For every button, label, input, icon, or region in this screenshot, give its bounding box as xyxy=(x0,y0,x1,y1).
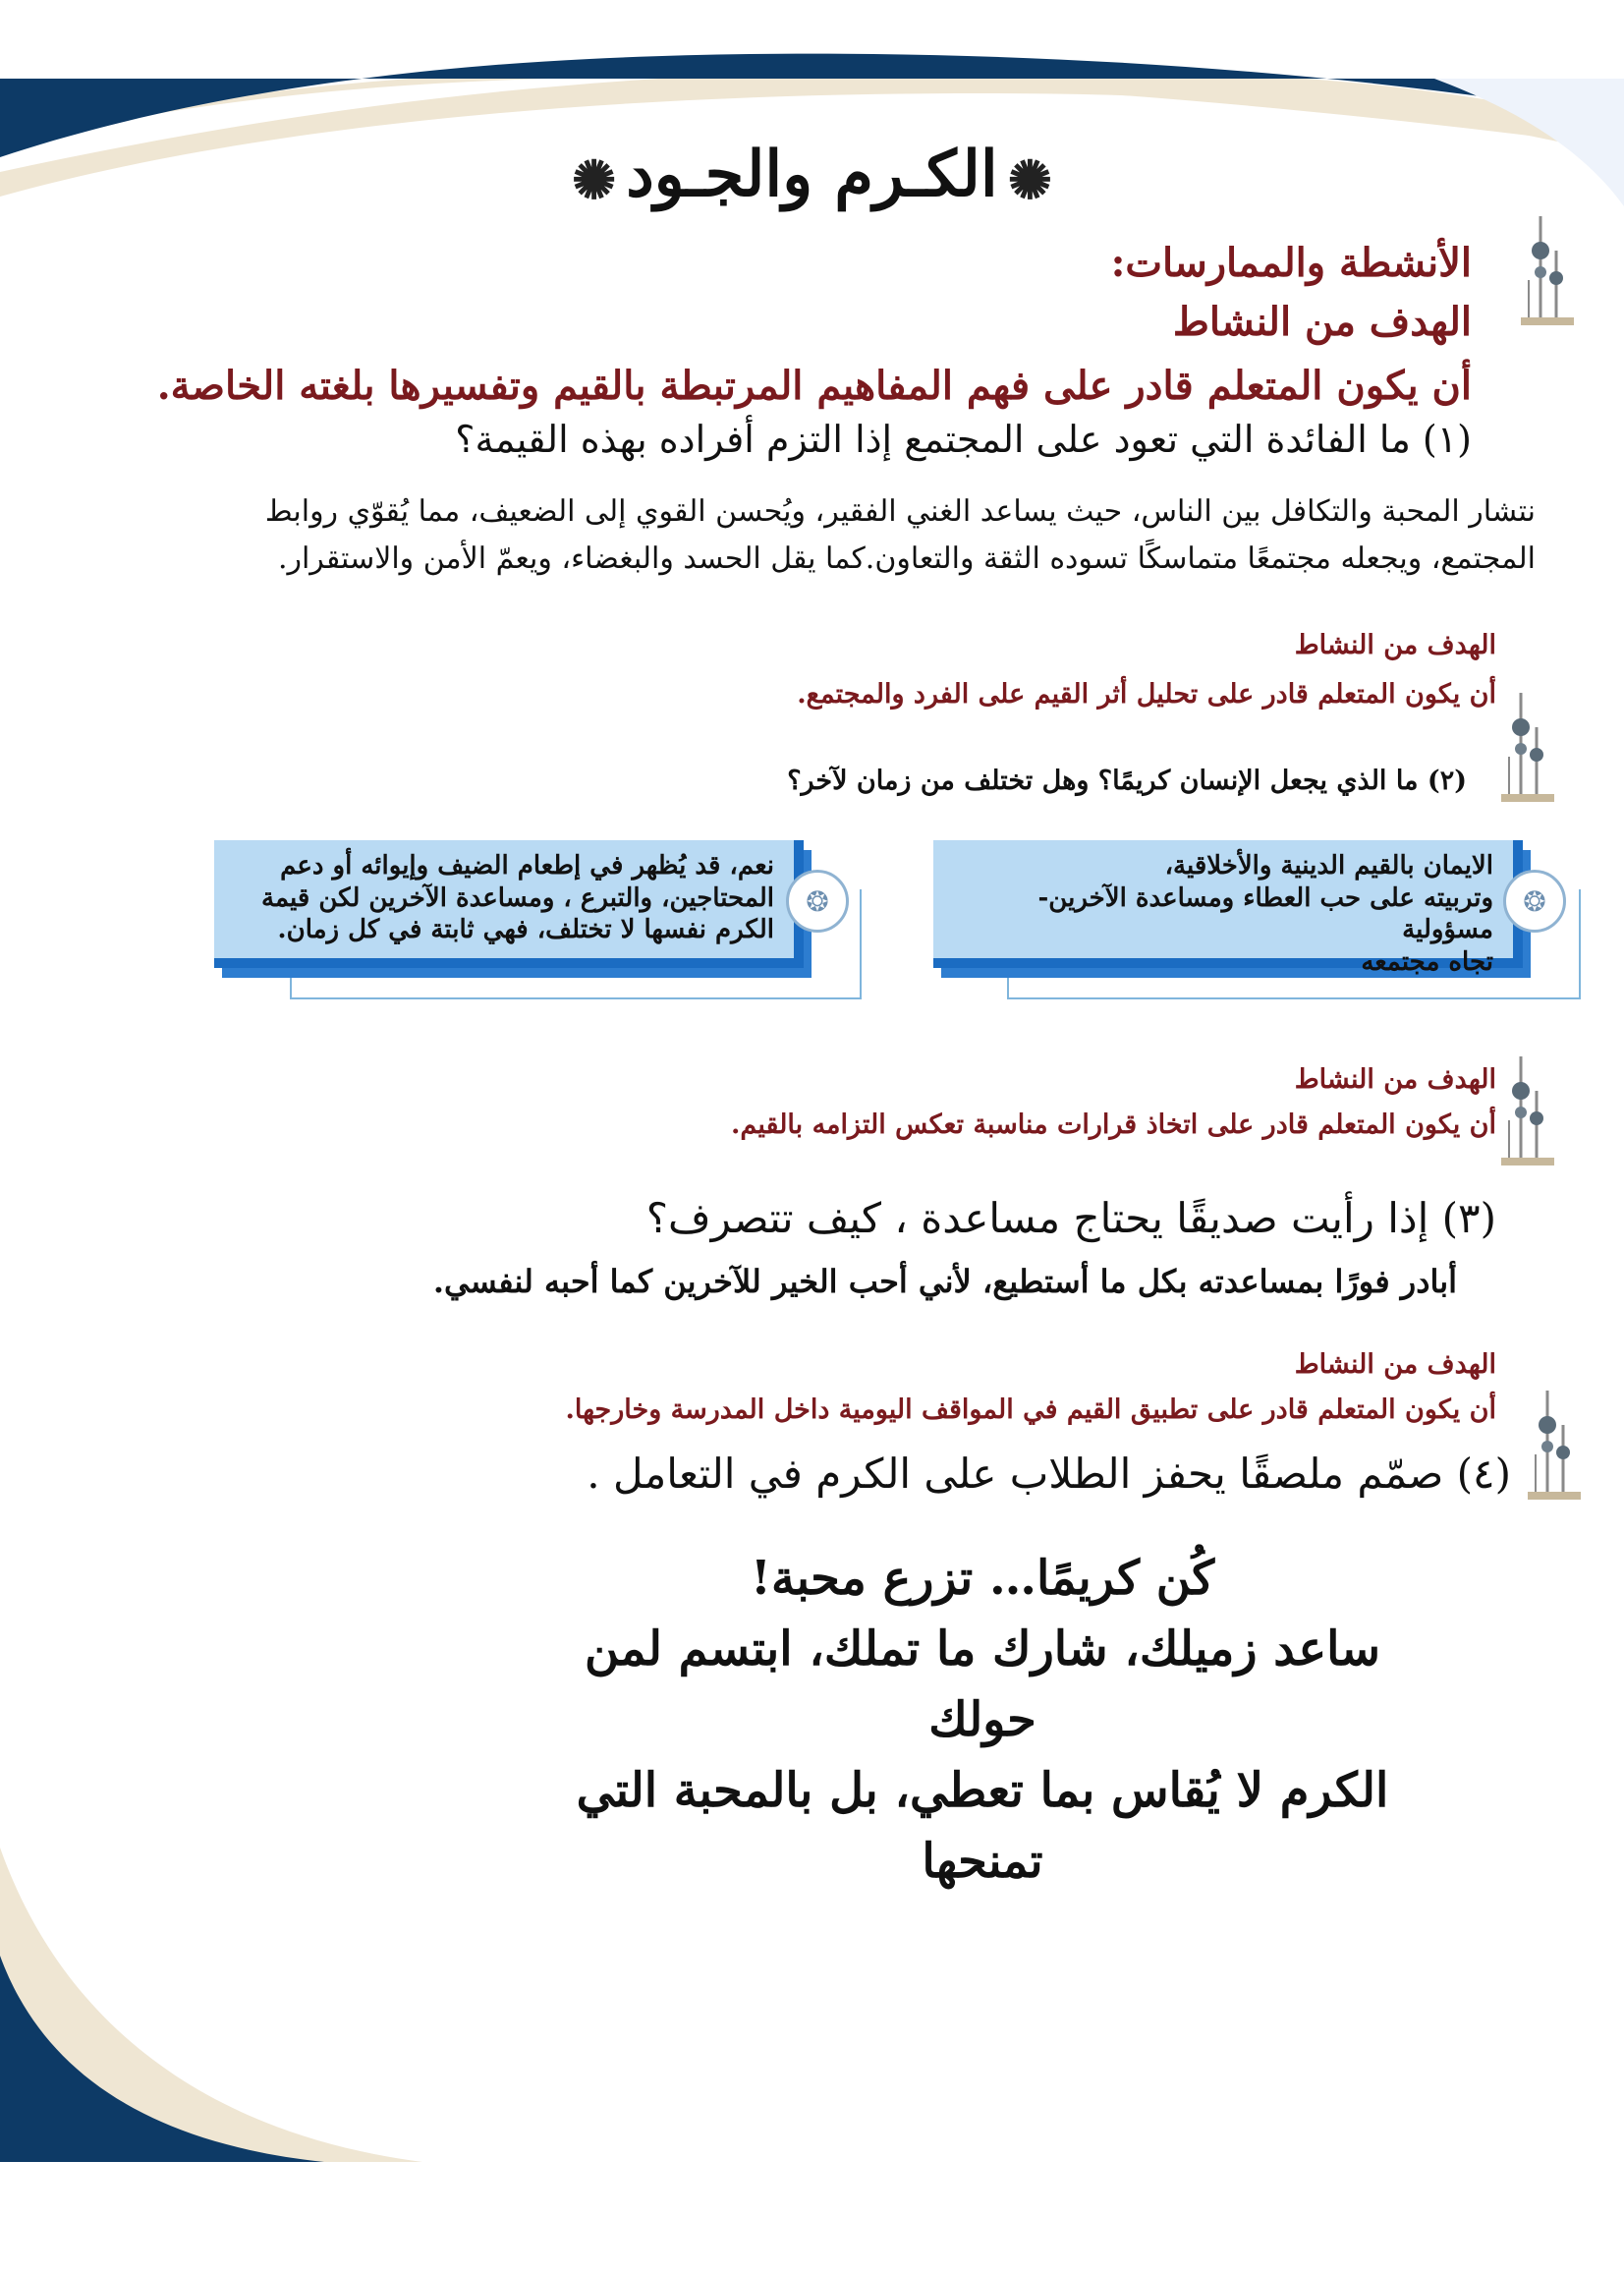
question-3: (٣) إذا رأيت صديقًا يحتاج مساعدة ، كيف تتصرف؟ xyxy=(645,1194,1496,1242)
question-1: (١) ما الفائدة التي تعود على المجتمع إذا التزم أفراده بهذه القيمة؟ xyxy=(455,418,1472,461)
ornament-icon: ✺ xyxy=(1007,147,1052,211)
question-2: (٢) ما الذي يجعل الإنسان كريمًا؟ وهل تختلف من زمان لآخر؟ xyxy=(787,766,1467,796)
poster-line: ساعد زميلك، شارك ما تملك، ابتسم لمن حولك xyxy=(585,1621,1380,1747)
kuwait-towers-icon xyxy=(1521,211,1574,329)
goal-label: الهدف من النشاط xyxy=(1294,630,1496,660)
page-title-row xyxy=(0,138,1624,211)
kuwait-towers-icon xyxy=(1501,1052,1554,1169)
goal-text: أن يكون المتعلم قادر على تحليل أثر القيم على الفرد والمجتمع. xyxy=(797,679,1496,710)
goal-label: الهدف من النشاط xyxy=(1294,1349,1496,1380)
box-line: الايمان بالقيم الدينية والأخلاقية، xyxy=(1164,851,1493,881)
poster xyxy=(550,1543,1415,1897)
kuwait-towers-icon xyxy=(1528,1386,1581,1504)
answer-box-left xyxy=(214,840,804,968)
question-4: (٤) صمّم ملصقًا يحفز الطلاب على الكرم في التعامل . xyxy=(587,1450,1511,1498)
activities-heading: الأنشطة والممارسات: xyxy=(1110,240,1472,286)
answer-3: أبادر فورًا بمساعدته بكل ما أستطيع، لأني أحب الخير للآخرين كما أحبه لنفسي. xyxy=(432,1263,1457,1300)
goal-text: أن يكون المتعلم قادر على اتخاذ قرارات مناسبة تعكس التزامه بالقيم. xyxy=(731,1109,1496,1140)
answer-box-right xyxy=(933,840,1523,977)
page-title: الكـرم والجـود xyxy=(626,138,998,211)
box-line: نعم، قد يُظهر في إطعام الضيف وإيوائه أو دعم xyxy=(280,851,774,881)
goal-text: أن يكون المتعلم قادر على فهم المفاهيم المرتبطة بالقيم وتفسيرها بلغته الخاصة. xyxy=(156,363,1472,409)
answer-1-line: المجتمع، ويجعله مجتمعًا متماسكًا تسوده الثقة والتعاون.كما يقل الحسد والبغضاء، ويعمّ الأمن والاستقرار. xyxy=(277,541,1536,576)
kuwait-towers-icon xyxy=(1501,688,1554,806)
goal-label: الهدف من النشاط xyxy=(1294,1064,1496,1095)
poster-line: كُن كريمًا… تزرع محبة! xyxy=(750,1551,1215,1606)
box-line: الكرم نفسها لا تختلف، فهي ثابتة في كل زمان. xyxy=(277,915,774,944)
box-line: وتربيته على حب العطاء ومساعدة الآخرين- مسؤولية xyxy=(1037,882,1493,944)
school-seal-icon: ❂ xyxy=(786,870,849,933)
goal-text: أن يكون المتعلم قادر على تطبيق القيم في المواقف اليومية داخل المدرسة وخارجها. xyxy=(565,1394,1496,1425)
box-line: تجاه مجتمعه xyxy=(1361,946,1493,977)
box-line: المحتاجين، والتبرع ، ومساعدة الآخرين لكن قيمة xyxy=(261,882,774,913)
goal-label: الهدف من النشاط xyxy=(1172,299,1472,345)
school-seal-icon: ❂ xyxy=(1503,870,1566,933)
ornament-icon: ✺ xyxy=(572,147,617,211)
answer-1-line: نتشار المحبة والتكافل بين الناس، حيث يساعد الغني الفقير، ويُحسن القوي إلى الضعيف، مما يُقوّي روابط xyxy=(264,494,1536,529)
answer-1 xyxy=(82,488,1536,583)
poster-line: الكرم لا يُقاس بما تعطي، بل بالمحبة التي تمنحها xyxy=(576,1763,1389,1889)
